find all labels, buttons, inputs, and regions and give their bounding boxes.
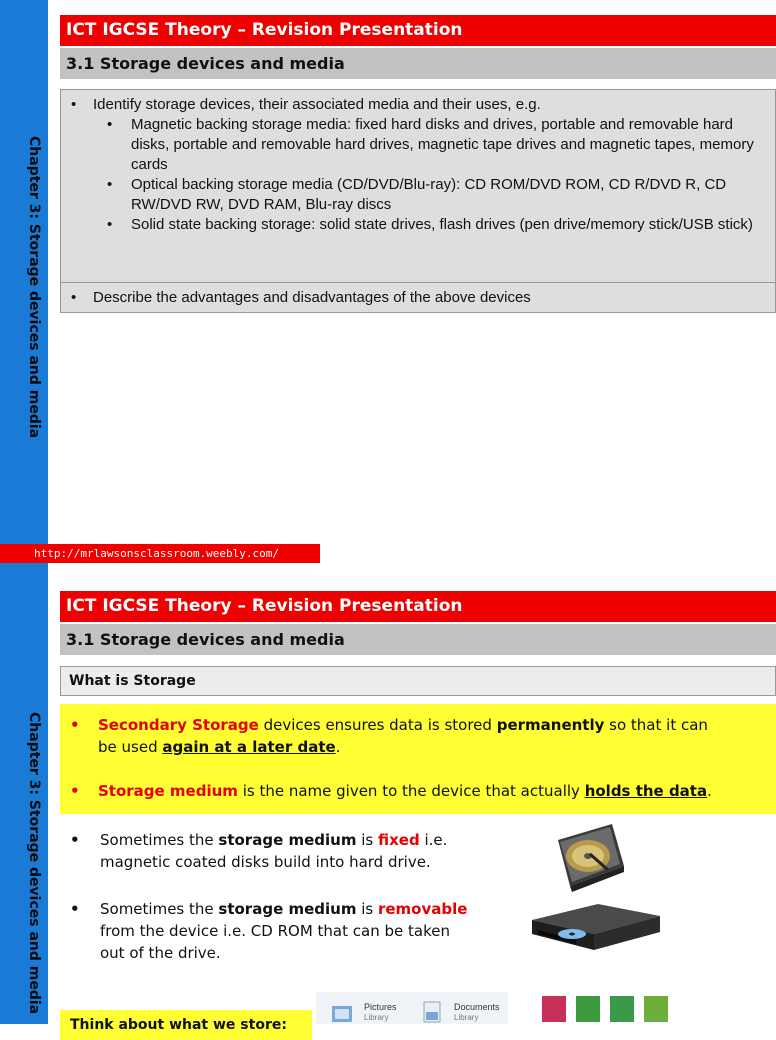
text: Sometimes the bbox=[100, 831, 219, 849]
documents-library-icon bbox=[420, 1000, 444, 1024]
term-later-date: again at a later date bbox=[162, 738, 336, 756]
text: is the name given to the device that actually bbox=[237, 782, 585, 800]
text: . bbox=[707, 782, 712, 800]
removable-medium-line: • Sometimes the storage medium is removable bbox=[70, 900, 468, 918]
library-type: Library bbox=[454, 1013, 479, 1022]
section-subtitle: 3.1 Storage devices and media bbox=[60, 48, 776, 79]
definition-line: • Secondary Storage devices ensures data is stored permanently so that it can bbox=[70, 716, 708, 734]
library-name: Documents bbox=[454, 1002, 500, 1012]
objective-item: • Identify storage devices, their associated media and their uses, e.g. bbox=[61, 95, 767, 115]
dvd-drive-image bbox=[528, 900, 664, 954]
objectives-box bbox=[60, 89, 776, 313]
objectives-list-2 bbox=[61, 288, 767, 308]
term-storage-medium: Storage medium bbox=[98, 782, 238, 800]
text: storage medium bbox=[218, 900, 357, 918]
hard-drive-image bbox=[552, 820, 628, 892]
text: Sometimes the bbox=[100, 900, 219, 918]
presentation-title: ICT IGCSE Theory – Revision Presentation bbox=[60, 15, 776, 46]
presentation-title: ICT IGCSE Theory – Revision Presentation bbox=[60, 591, 776, 622]
term-permanently: permanently bbox=[496, 716, 605, 734]
text: is bbox=[356, 900, 378, 918]
term-secondary-storage: Secondary Storage bbox=[98, 716, 259, 734]
objective-subitem: • Solid state backing storage: solid state drives, flash drives (pen drive/memory stick/USB stick) bbox=[61, 215, 767, 235]
text: i.e. bbox=[419, 831, 448, 849]
term-removable: removable bbox=[377, 900, 468, 918]
objective-subitem: • Magnetic backing storage media: fixed hard disks and drives, portable and removable hard disks, portable and removable hard drives, magnetic tape drives and magnetic tapes, memory cards bbox=[61, 115, 767, 175]
objective-subitem: • Optical backing storage media (CD/DVD/Blu-ray): CD ROM/DVD ROM, CD R/DVD R, CD RW/DVD RW, DVD RAM, Blu-ray discs bbox=[61, 175, 767, 215]
text: devices ensures data is stored bbox=[258, 716, 497, 734]
removable-medium-line: from the device i.e. CD ROM that can be taken bbox=[100, 922, 450, 940]
section-heading: What is Storage bbox=[60, 666, 776, 696]
text: is bbox=[356, 831, 378, 849]
excel-icon bbox=[576, 996, 600, 1022]
text: be used bbox=[98, 738, 163, 756]
definition-line bbox=[98, 736, 766, 758]
text: . bbox=[335, 738, 341, 756]
section-subtitle: 3.1 Storage devices and media bbox=[60, 624, 776, 655]
divider bbox=[61, 282, 775, 283]
term-holds-data: holds the data bbox=[584, 782, 708, 800]
library-name: Pictures bbox=[364, 1002, 397, 1012]
chapter-sidebar bbox=[0, 564, 48, 1024]
text: storage medium bbox=[218, 831, 357, 849]
definition-box bbox=[60, 704, 776, 814]
term-fixed: fixed bbox=[377, 831, 420, 849]
objective-item: • Describe the advantages and disadvantages of the above devices bbox=[61, 288, 767, 308]
chapter-label: Chapter 3: Storage devices and media bbox=[26, 136, 42, 439]
text: so that it can bbox=[604, 716, 708, 734]
definition-line: • Storage medium is the name given to the device that actually holds the data. bbox=[70, 782, 712, 800]
fixed-medium-line: • Sometimes the storage medium is fixed i.e. bbox=[70, 831, 448, 849]
removable-medium-line: out of the drive. bbox=[100, 944, 221, 962]
chapter-label: Chapter 3: Storage devices and media bbox=[26, 712, 42, 1015]
publisher-icon bbox=[644, 996, 668, 1022]
think-prompt: Think about what we store: bbox=[60, 1010, 312, 1040]
office-app-icons bbox=[540, 994, 680, 1024]
library-type: Library bbox=[364, 1013, 389, 1022]
project-icon bbox=[610, 996, 634, 1022]
fixed-medium-line: magnetic coated disks build into hard drive. bbox=[100, 853, 431, 871]
objectives-list bbox=[61, 95, 767, 235]
slide-2 bbox=[0, 564, 768, 1033]
chapter-sidebar bbox=[0, 0, 48, 564]
website-link[interactable]: http://mrlawsonsclassroom.weebly.com/ bbox=[0, 544, 320, 563]
access-icon bbox=[542, 996, 566, 1022]
libraries-panel bbox=[316, 992, 508, 1024]
pictures-library-icon bbox=[330, 1002, 356, 1024]
